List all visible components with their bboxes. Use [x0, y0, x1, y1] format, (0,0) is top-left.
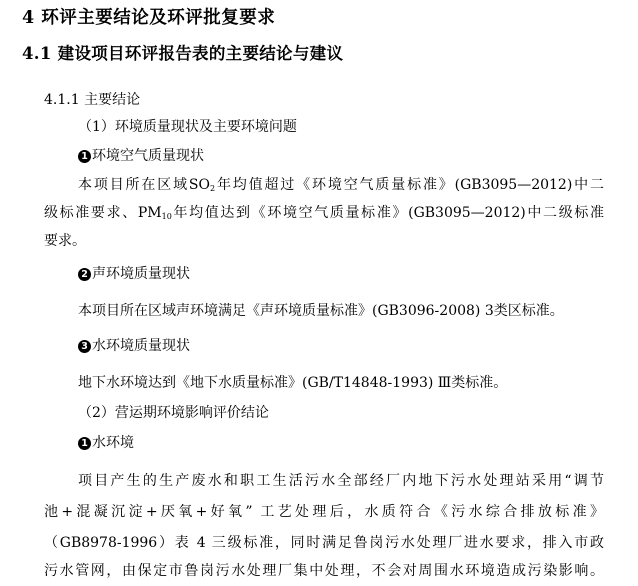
circled-number-icon: 1	[78, 437, 91, 450]
para-wenv-line-3: （GB8978-1996）表 4 三级标准，同时满足鲁岗污水处理厂进水要求，排入市政	[44, 535, 604, 551]
para-wenv-line-4: 污水管网，由保定市鲁岗污水处理厂集中处理，不会对周围水环境造成污染影响。	[44, 563, 604, 579]
para-air-line-3: 要求。	[44, 233, 86, 249]
para-wenv-line-1: 项目产生的生产废水和职工生活污水全部经厂内地下污水处理站采用“调节	[78, 473, 604, 489]
item-air-quality	[78, 145, 204, 165]
para-water: 地下水环境达到《地下水质量标准》(GB/T14848-1993) Ⅲ类标准。	[78, 375, 508, 391]
item-title: 声环境质量现状	[92, 266, 190, 282]
circled-number-icon: 3	[78, 340, 91, 353]
item-title: 水环境	[92, 435, 134, 451]
section-4-1-1: 4.1.1 主要结论	[44, 92, 141, 108]
para-air-line-1: 本项目所在区域$SO_2$年均值超过《环境空气质量标准》(GB3095—2012)中二	[78, 177, 604, 193]
para-air-line-2: 级标准要求、$PM_{10}$年均值达到《环境空气质量标准》(GB3095—2012)中二级标准	[44, 205, 604, 221]
item-noise-quality	[78, 263, 190, 283]
subheading-1: （1）环境质量现状及主要环境问题	[78, 119, 297, 135]
item-water-quality	[78, 335, 190, 355]
para-noise: 本项目所在区域声环境满足《声环境质量标准》(GB3096-2008) 3类区标准。	[78, 303, 564, 319]
circled-number-icon: 1	[78, 150, 91, 163]
circled-number-icon: 2	[78, 268, 91, 281]
item-title: 水环境质量现状	[92, 338, 190, 354]
heading-main: 4 环评主要结论及环评批复要求	[22, 8, 276, 28]
subheading-2: （2）营运期环境影响评价结论	[78, 405, 269, 421]
para-wenv-line-2: 池+混凝沉淀+厌氧+好氧” 工艺处理后，水质符合《污水综合排放标准》	[44, 504, 604, 520]
item-water-environment	[78, 432, 134, 452]
heading-sub: 4.1 建设项目环评报告表的主要结论与建议	[22, 44, 344, 63]
item-title: 环境空气质量现状	[92, 148, 204, 164]
